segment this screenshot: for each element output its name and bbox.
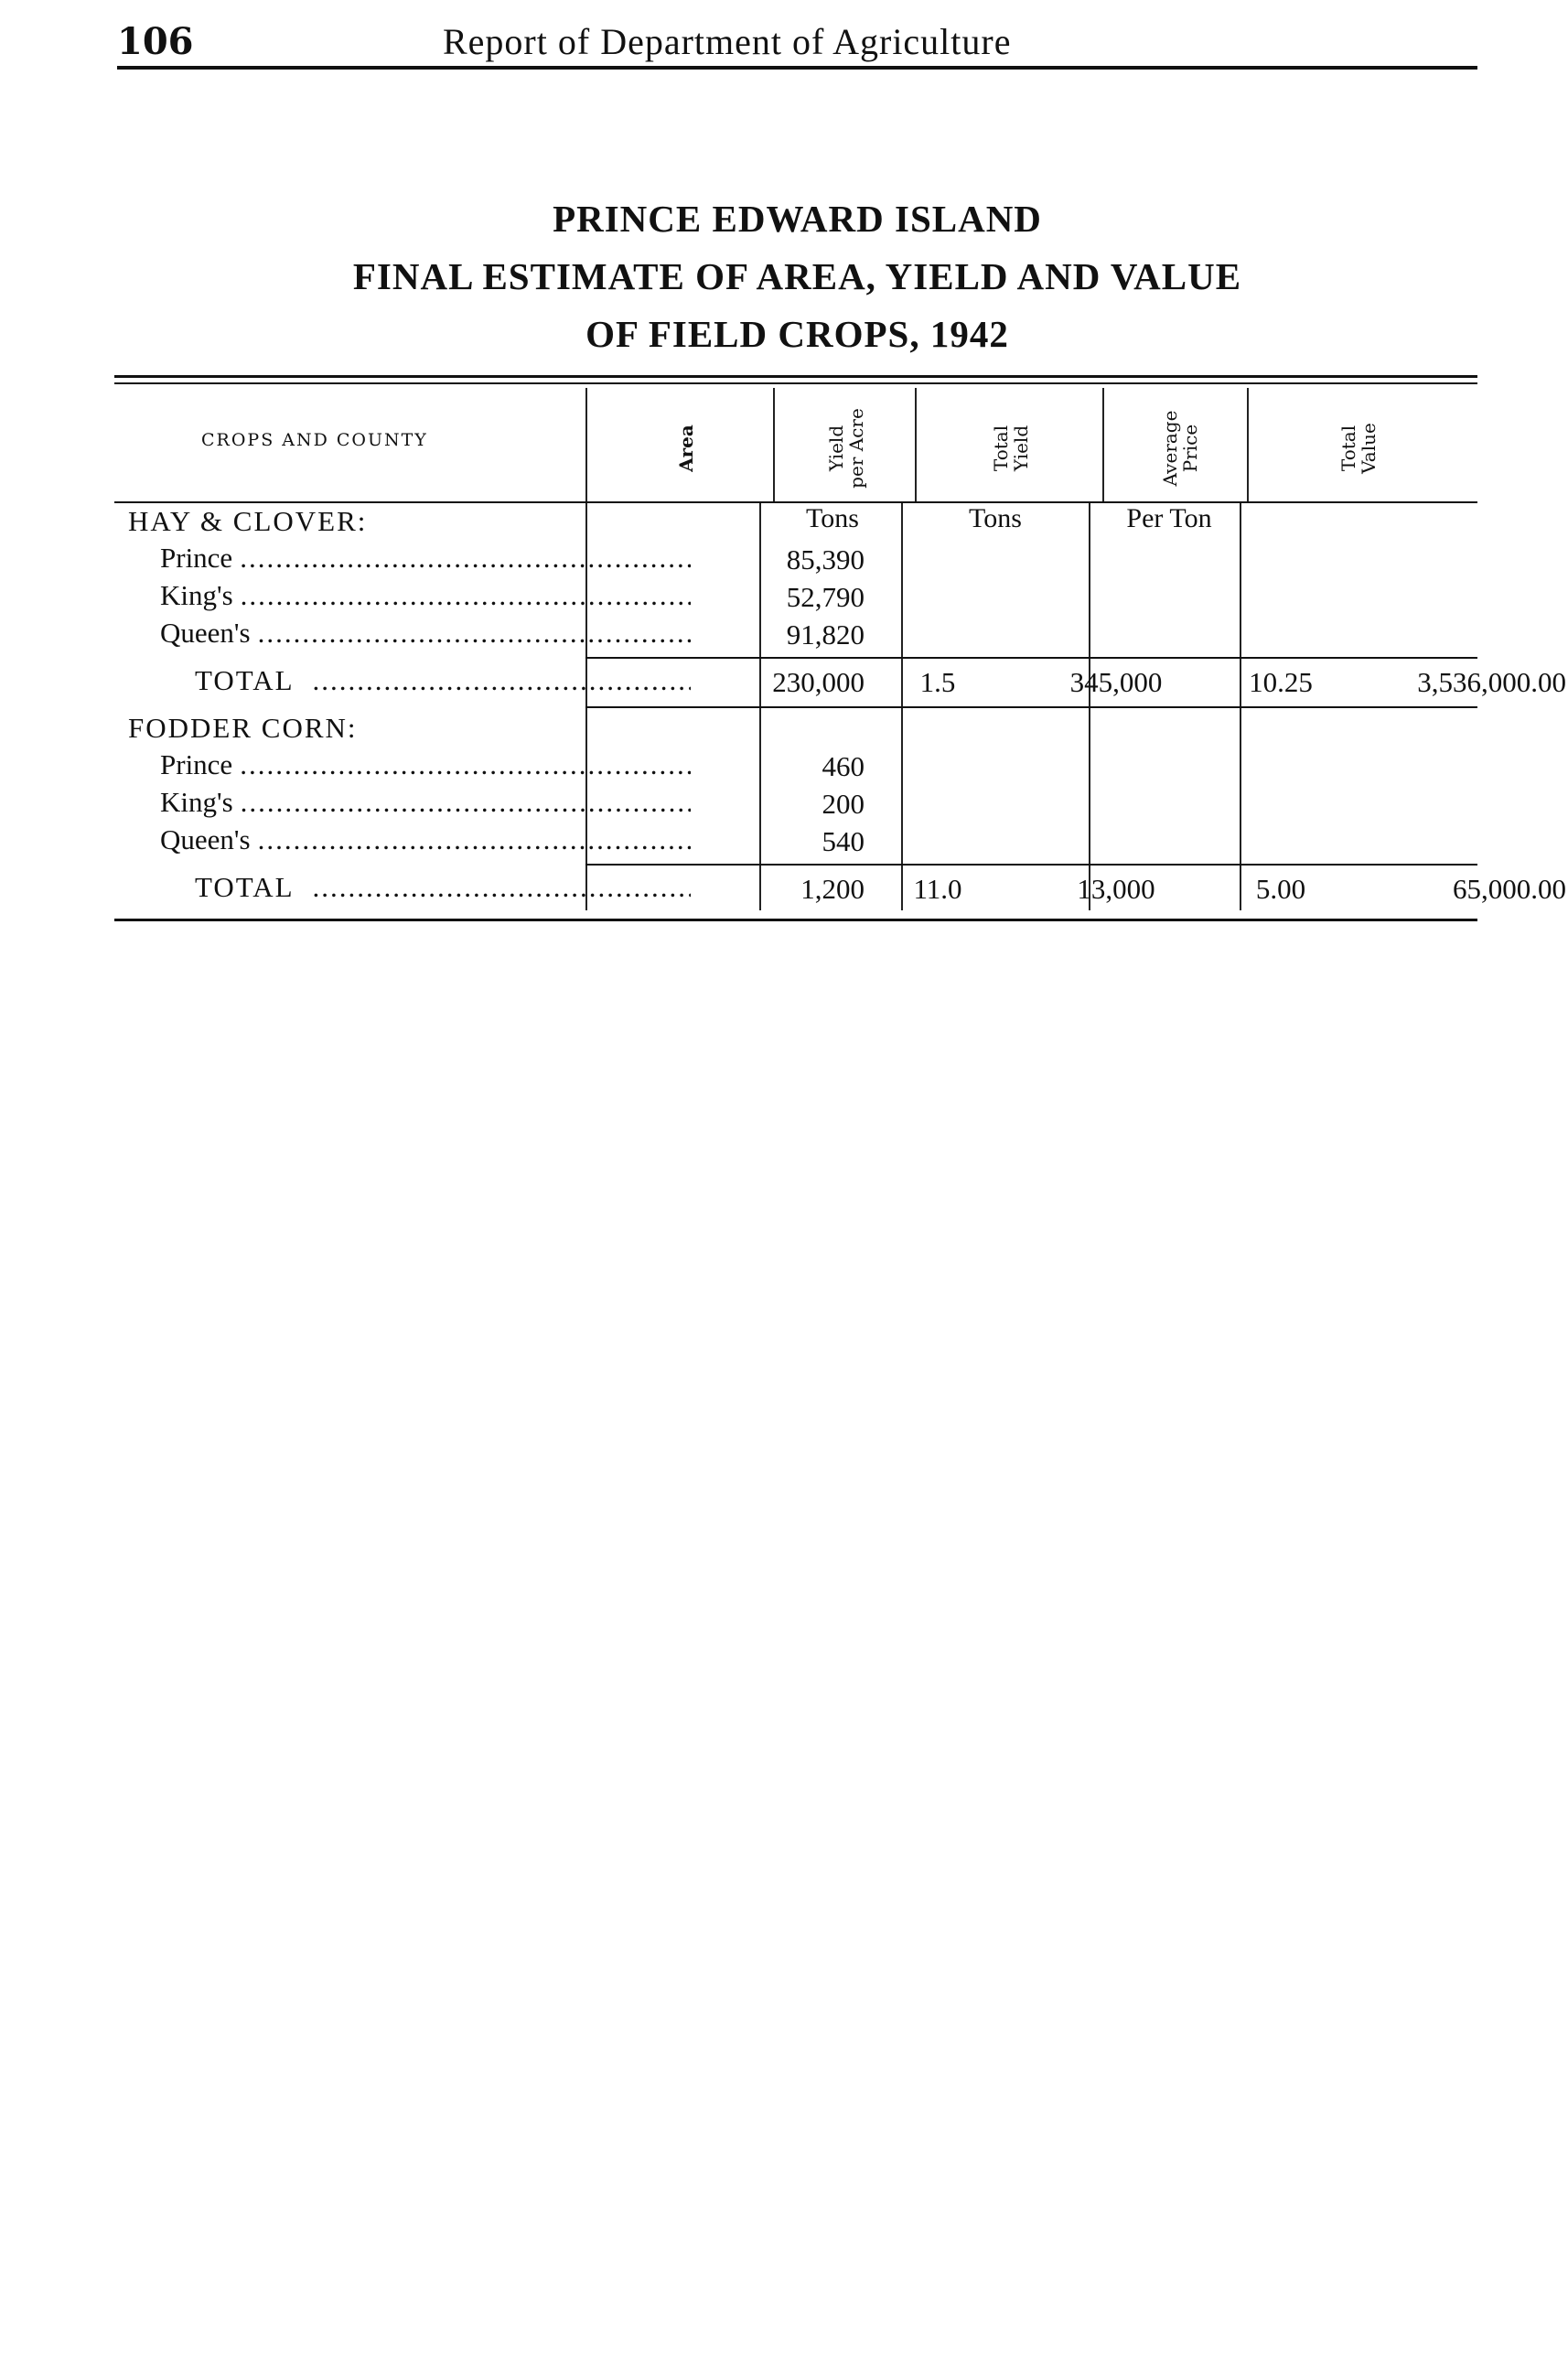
crop-estimate-table (114, 375, 1566, 933)
total-top-rule (585, 864, 1477, 866)
unit-yield-per-acre: Tons (806, 503, 859, 533)
area-value: 91,820 (786, 618, 865, 651)
leader-dots (240, 747, 691, 783)
total-bottom-rule (585, 706, 1477, 708)
area-value: 85,390 (786, 543, 865, 575)
leader-dots (240, 540, 691, 576)
header-yield-per-acre (800, 393, 892, 503)
county-name: King's (160, 579, 233, 611)
col-divider (773, 388, 775, 501)
table-bottom-rule (114, 919, 1477, 921)
title-line-2: FINAL ESTIMATE OF AREA, YIELD AND VALUE (352, 255, 1242, 297)
total-row (195, 662, 691, 699)
area-value: 540 (822, 825, 865, 857)
running-head (117, 20, 1477, 68)
section-heading: FODDER CORN: (128, 712, 358, 744)
header-total-yield (974, 393, 1047, 503)
col-divider (585, 388, 587, 501)
header-average-price-label: Average Price (1159, 410, 1201, 487)
table-top-rule (114, 375, 1477, 378)
section-heading: HAY & CLOVER: (128, 505, 368, 537)
unit-total-yield: Tons (969, 503, 1022, 533)
total-total-yield: 13,000 (1077, 873, 1155, 905)
table-row (160, 747, 691, 783)
county-name: Queen's (160, 617, 251, 649)
total-average-price: 5.00 (1255, 873, 1306, 905)
table-title (117, 190, 1477, 363)
leader-dots (258, 822, 691, 858)
col-divider (1247, 388, 1249, 501)
table-row (160, 784, 691, 821)
table-row (160, 577, 691, 614)
table-top-rule-2 (114, 382, 1477, 384)
total-average-price: 10.25 (1249, 666, 1313, 698)
header-area-label: Area (675, 425, 697, 472)
header-crops-county: CROPS AND COUNTY (201, 430, 428, 450)
total-label: TOTAL (195, 871, 295, 903)
page-number: 106 (117, 20, 194, 63)
header-rule (117, 66, 1477, 70)
county-name: Prince (160, 748, 233, 780)
area-value: 52,790 (786, 581, 865, 613)
area-value: 200 (822, 788, 865, 820)
total-yield-per-acre: 1.5 (919, 666, 956, 698)
header-total-yield-label: Total Yield (990, 425, 1032, 472)
header-total-value-label: Total Value (1337, 423, 1380, 474)
header-average-price (1134, 393, 1226, 503)
header-area (654, 393, 718, 503)
leader-dots (313, 869, 691, 906)
area-value: 460 (822, 750, 865, 782)
total-area: 230,000 (772, 666, 865, 698)
unit-average-price: Per Ton (1126, 503, 1212, 533)
leader-dots (241, 784, 691, 821)
leader-dots (313, 662, 691, 699)
total-value: 3,536,000.00 (1417, 666, 1566, 698)
leader-dots (258, 615, 691, 651)
header-yield-per-acre-label: Yield per Acre (825, 408, 867, 489)
leader-dots (241, 577, 691, 614)
county-name: Queen's (160, 823, 251, 855)
total-top-rule (585, 657, 1477, 659)
table-row (160, 615, 691, 651)
table-row (160, 540, 691, 576)
total-total-yield: 345,000 (1069, 666, 1163, 698)
total-yield-per-acre: 11.0 (913, 873, 962, 905)
total-area: 1,200 (800, 873, 865, 905)
col-divider (1102, 388, 1104, 501)
running-title: Report of Department of Agriculture (443, 21, 1012, 62)
total-value: 65,000.00 (1453, 873, 1566, 905)
county-name: King's (160, 786, 233, 818)
title-line-1: PRINCE EDWARD ISLAND (553, 198, 1042, 240)
total-label: TOTAL (195, 664, 295, 696)
total-row (195, 869, 691, 906)
table-row (160, 822, 691, 858)
title-line-3: OF FIELD CROPS, 1942 (585, 313, 1009, 355)
col-divider (915, 388, 917, 501)
county-name: Prince (160, 542, 233, 574)
header-total-value (1322, 393, 1395, 503)
